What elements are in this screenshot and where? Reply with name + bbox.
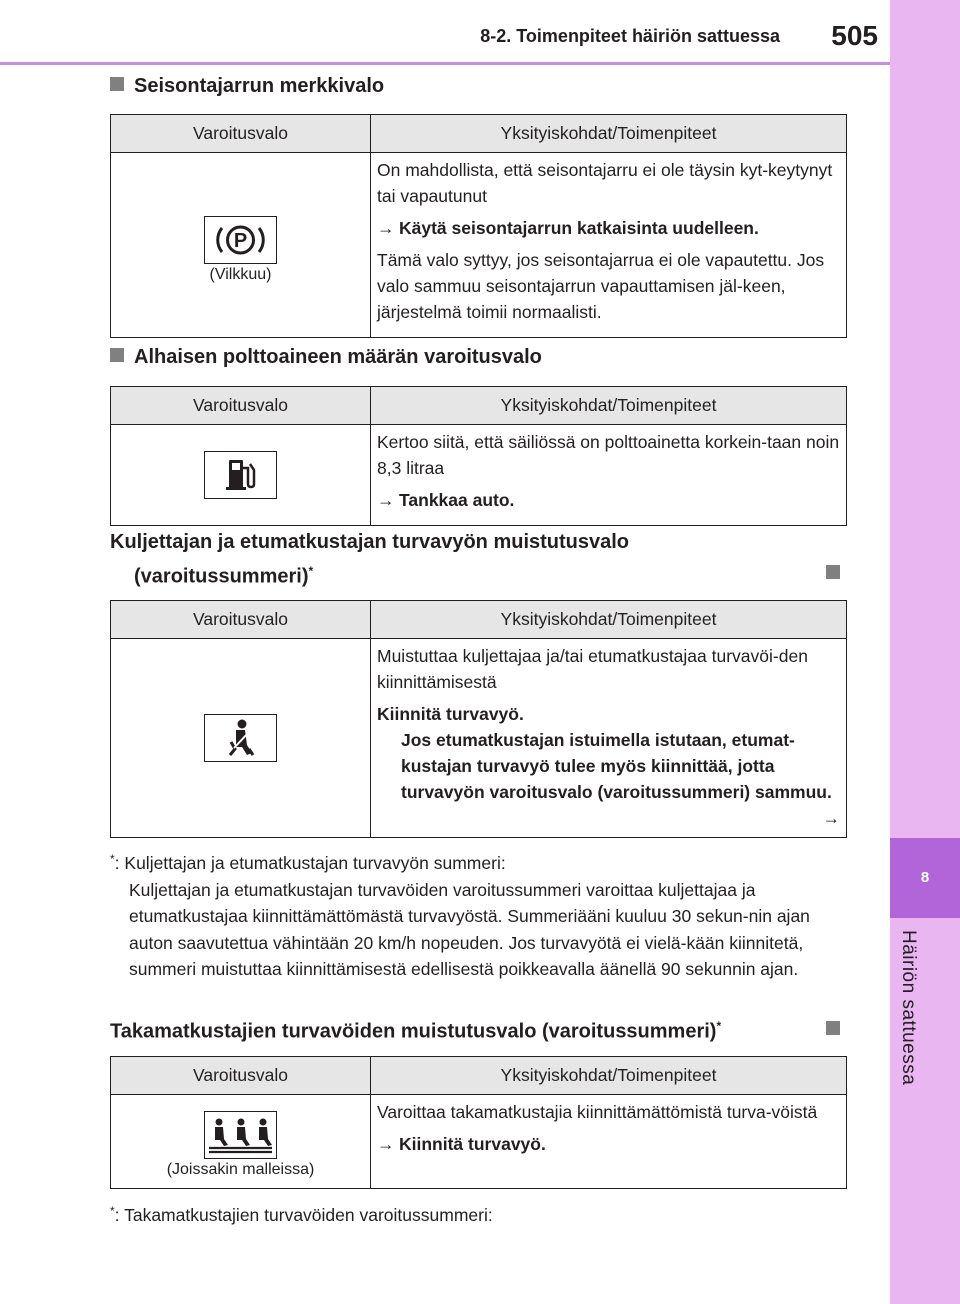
seatbelt-icon [204,714,277,762]
chapter-side-tab [890,0,960,1304]
description: On mahdollista, että seisontajarru ei ole täysin kyt-keytynyt tai vapautunut [377,160,833,206]
rear-seatbelt-icon [204,1111,277,1159]
description: Muistuttaa kuljettajaa ja/tai etumatkustajaa turvavöi-den kiinnittämisestä [377,646,808,692]
page-header [0,0,890,65]
icon-caption: (Vilkkuu) [209,266,272,283]
section-title: 8-2. Toimenpiteet häiriön sattuessa [480,26,780,46]
page-number: 505 [831,20,878,51]
details-cell [371,1095,847,1189]
continue-arrow-icon: → [822,808,840,828]
rear-seatbelt-note: *: Takamatkustajien turvavöiden varoitussummeri: [110,1204,493,1225]
description: Tämä valo syttyy, jos seisontajarrua ei ole vapautettu. Jos valo sammuu seisontajarrun vapauttamisen jäl-keen, järjestelmä toimii normaalisti. [377,250,825,322]
description: Kertoo siitä, että säiliössä on polttoainetta korkein-taan noin 8,3 litraa [377,432,840,478]
col-header-details: Yksityiskohdat/Toimenpiteet [371,601,847,639]
arrow-right-icon: → [377,490,395,510]
col-header-warning-light: Varoitusvalo [111,115,371,153]
parking-brake-icon [204,216,277,264]
icon-cell [111,639,371,838]
square-bullet-icon [826,1021,840,1035]
col-header-details: Yksityiskohdat/Toimenpiteet [371,1057,847,1095]
arrow-right-icon: → [377,1134,395,1154]
chapter-number: 8 [890,838,960,918]
col-header-details: Yksityiskohdat/Toimenpiteet [371,115,847,153]
col-header-warning-light: Varoitusvalo [111,601,371,639]
chapter-label: Häiriön sattuessa [898,930,919,1086]
action-detail: Jos etumatkustajan istuimella istutaan, etumat-kustajan turvavyö tulee myös kiinnittää, jotta turvavyön varoitusvalo (varoitussummeri) sammuu. [401,730,832,802]
details-cell [371,639,847,838]
rear-seatbelt-table [110,1056,847,1189]
low-fuel-table [110,386,847,526]
description: Varoittaa takamatkustajia kiinnittämättömistä turva-vöistä [377,1102,818,1122]
front-seatbelt-note: *: Kuljettajan ja etumatkustajan turvavyön summeri: Kuljettajan ja etumatkustajan turvavöiden varoitussummeri varoittaa kuljettajaa ja etumatkustajaa kiinnittämättömästä turvavyöstä. Summeriääni kuuluu 30 sekun-nin ajan auton saavutettua vähintään 20 km/h nopeuden. Jos turvavyötä ei vielä-kään kiinnitetä, summeri muistuttaa kiinnittämisestä edellisestä poikkeavalla äänellä 90 sekunnin ajan. [110,852,810,979]
parking-brake-table [110,114,847,338]
details-cell [371,153,847,338]
front-seatbelt-table [110,600,847,838]
low-fuel-heading: Alhaisen polttoaineen määrän varoitusvalo [110,343,542,372]
arrow-right-icon: → [377,218,395,238]
front-seatbelt-heading: Kuljettajan ja etumatkustajan turvavyön muistutusvalo (varoitussummeri)* [110,531,630,588]
rear-seatbelt-heading: Takamatkustajien turvavöiden muistutusvalo (varoitussummeri)* [110,1019,722,1043]
icon-caption: (Joissakin malleissa) [166,1160,315,1178]
action: → Tankkaa auto. [377,487,840,513]
square-bullet-icon [110,77,124,91]
details-cell [371,425,847,526]
square-bullet-icon [826,565,840,579]
action: → Käytä seisontajarrun katkaisinta uudelleen. [377,215,840,241]
icon-cell [111,1095,371,1189]
action: → Kiinnitä turvavyö. [377,1131,840,1157]
svg-text:P: P [233,230,248,252]
action: Kiinnitä turvavyö. [377,704,524,724]
icon-cell [111,153,371,338]
square-bullet-icon [110,348,124,362]
icon-cell [111,425,371,526]
col-header-details: Yksityiskohdat/Toimenpiteet [371,387,847,425]
parking-brake-heading: Seisontajarrun merkkivalo [110,72,384,101]
fuel-pump-icon [204,451,277,499]
col-header-warning-light: Varoitusvalo [111,387,371,425]
col-header-warning-light: Varoitusvalo [111,1057,371,1095]
